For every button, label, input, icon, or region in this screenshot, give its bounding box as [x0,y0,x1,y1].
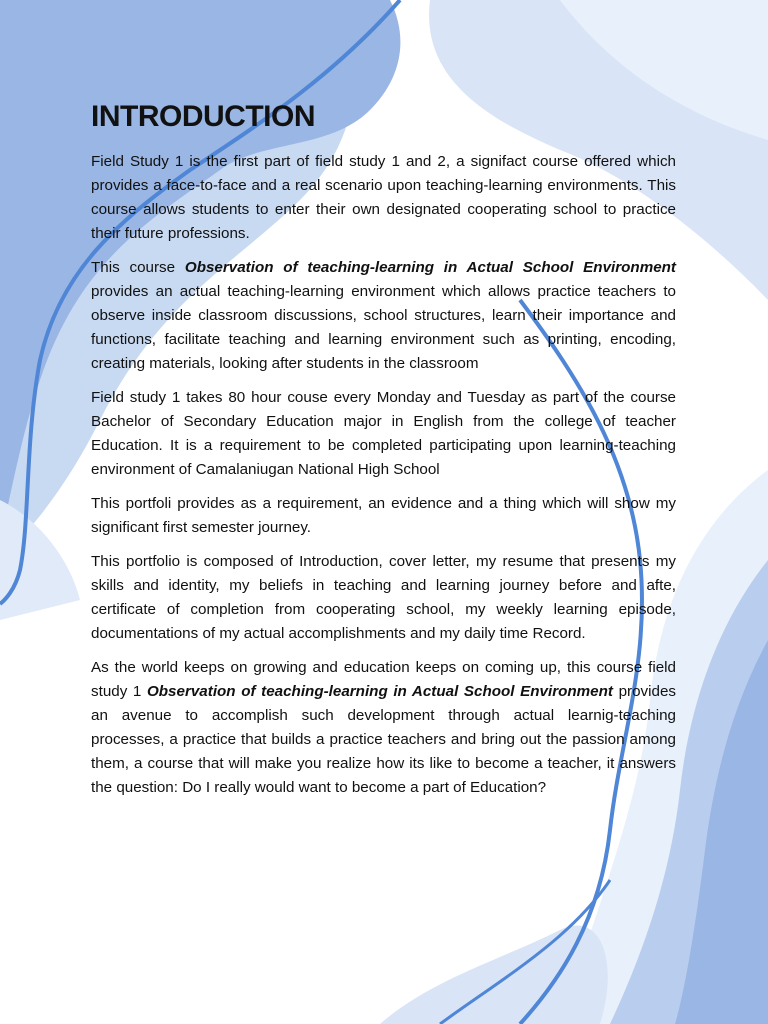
paragraph-conclusion [91,656,676,800]
paragraph-conclusion-before: As the world keeps on growing and education keeps on coming up, this course field study 1 [91,659,676,700]
paragraph-portfolio-purpose-text: This portfoli provides as a requirement, an evidence and a thing which will show my significant first semester journey. [91,495,676,536]
left-light-blob [0,500,80,620]
course-name-emphasis: Observation of teaching-learning in Actual School Environment [184,259,676,276]
paragraph-portfolio-purpose [91,492,676,540]
page-title: INTRODUCTION [91,100,315,133]
paragraph-intro-text: Field Study 1 is the first part of field study 1 and 2, a signifact course offered which provides a face-to-face and a real scenario upon teaching-learning environments. This course allows students to enter their own designated cooperating school to practice their future professions. [91,153,676,242]
paragraph-intro [91,150,676,246]
document-body [91,96,676,810]
paragraph-course-observation [91,256,676,376]
bottom-light-blob [380,926,608,1024]
paragraph-field-study-hours-text: Field study 1 takes 80 hour couse every Monday and Tuesday as part of the course Bachelor of Secondary Education major in English from the college of teacher Education. It is a requirement to be completed participating upon learning-teaching environment of Camalaniugan National High School [91,389,676,478]
course-name-emphasis-2: Observation of teaching-learning in Actual School Environment [146,683,613,700]
paragraph-portfolio-contents-text: This portfolio is composed of Introduction, cover letter, my resume that presents my skills and identity, my beliefs in teaching and learning journey before and afte, certificate of completion from cooperating school, my weekly learning episode, documentations of my actual accomplishments and my daily time Record. [91,553,676,642]
paragraph-portfolio-contents [91,550,676,646]
paragraph-course-after: provides an actual teaching-learning environment which allows practice teachers to observe inside classroom discussions, school structures, learn their importance and functions, facilitate teaching and learning environment such as printing, encoding, creating materials, looking after students in the classroom [91,283,676,372]
paragraph-course-before: This course [91,259,185,276]
paragraph-field-study-hours [91,386,676,482]
paragraph-conclusion-after: provides an avenue to accomplish such development through actual learnig-teaching processes, a practice that builds a practice teachers and bring out the passion among them, a course that will make you realize how its like to become a teacher, it answers the question: Do I really would want to become a part of Education? [91,683,676,796]
